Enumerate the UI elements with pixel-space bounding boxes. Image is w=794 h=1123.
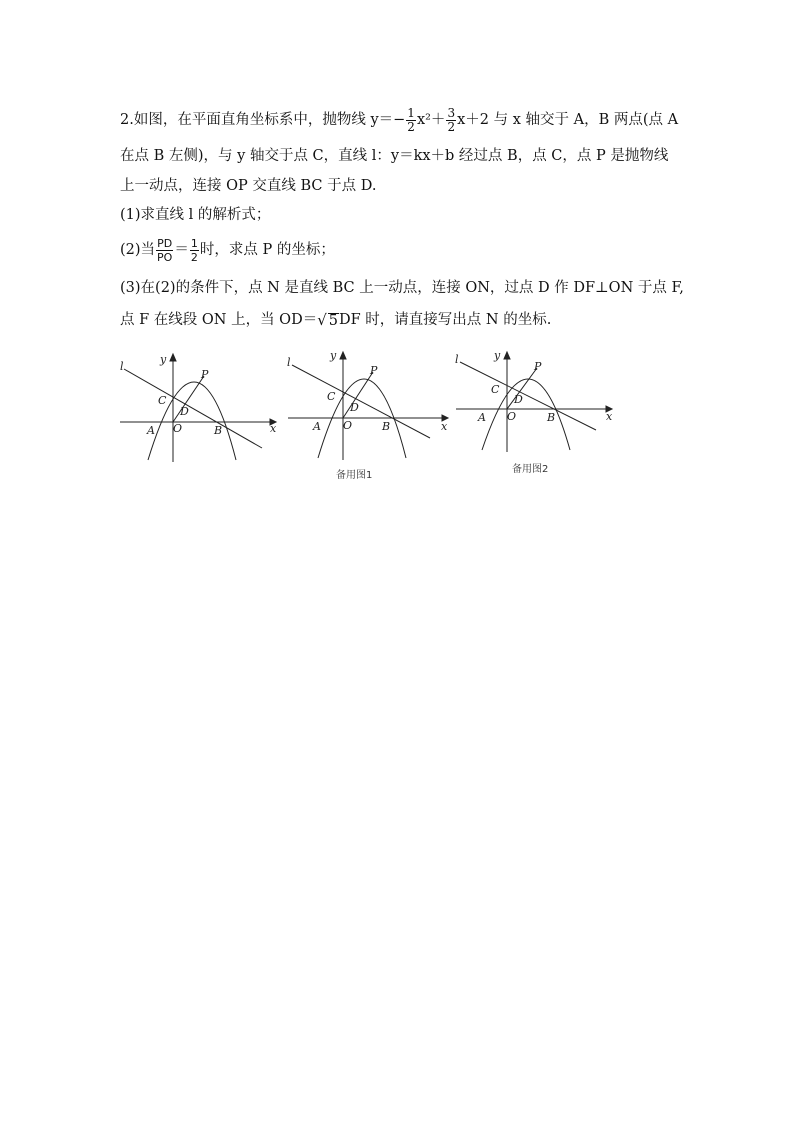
- q2-equals: ＝: [174, 242, 189, 258]
- label-o: O: [343, 419, 353, 432]
- figures-row: [118, 349, 618, 482]
- question-1: (1)求直线 l 的解析式；: [120, 207, 271, 223]
- caption-spare-1: 备用图1: [336, 470, 373, 481]
- y-axis-arrow: [170, 354, 176, 361]
- fraction-denominator: 2: [190, 250, 198, 264]
- problem-stem-line-2: 在点 B 左侧)，与 y 轴交于点 C，直线 l：y＝kx＋b 经过点 B，点 C，点 P 是抛物线: [120, 148, 669, 164]
- q2-suffix: 时，求点 P 的坐标；: [199, 242, 335, 258]
- question-3-line-2: [120, 306, 700, 334]
- caption-spare-2: 备用图2: [512, 464, 549, 475]
- fraction-denominator: 2: [447, 119, 456, 134]
- label-l: l: [455, 353, 459, 366]
- label-b: B: [214, 424, 223, 437]
- fraction-denominator: PO: [157, 250, 173, 264]
- label-b: B: [382, 420, 391, 433]
- label-d: D: [350, 401, 359, 414]
- q3-suffix: DF 时，请直接写出点 N 的坐标.: [339, 312, 552, 328]
- label-l: l: [287, 356, 291, 369]
- fraction-numerator: 1: [407, 105, 415, 120]
- label-a: A: [313, 420, 321, 433]
- label-c: C: [491, 383, 500, 396]
- fraction-one-half: [190, 237, 199, 264]
- fraction-one-half: [406, 107, 416, 134]
- figure-spare-1: [286, 349, 452, 482]
- stem-mid-1: x²＋: [416, 112, 446, 128]
- fraction-denominator: 2: [407, 119, 415, 134]
- label-d: D: [514, 393, 523, 406]
- label-c: C: [158, 394, 167, 407]
- fraction-pd-po: [156, 237, 173, 264]
- label-x: x: [441, 420, 448, 433]
- figure-spare-2: [454, 349, 618, 482]
- label-a: A: [147, 424, 155, 437]
- figure-main-svg: [118, 352, 278, 464]
- q2-prefix: (2)当: [120, 242, 156, 258]
- problem-stem-line-3: 上一动点，连接 OP 交直线 BC 于点 D.: [120, 178, 377, 194]
- label-p: P: [370, 364, 378, 377]
- label-d: D: [180, 405, 189, 418]
- label-o: O: [507, 410, 517, 423]
- label-p: P: [201, 368, 209, 381]
- label-l: l: [120, 360, 124, 373]
- question-2: [120, 230, 700, 270]
- label-x: x: [270, 422, 277, 435]
- figure-spare-1-svg: [286, 349, 452, 482]
- y-axis-arrow: [340, 352, 346, 359]
- fraction-numerator: 3: [447, 105, 456, 120]
- figure-main: [118, 352, 278, 464]
- radical-sign: √: [317, 311, 327, 329]
- label-a: A: [478, 411, 486, 424]
- stem-mid-2: x＋2 与 x 轴交于 A，B 两点(点 A: [457, 112, 679, 128]
- label-o: O: [173, 422, 183, 435]
- fraction-three-halves: [446, 107, 456, 134]
- fraction-numerator: PD: [157, 236, 173, 250]
- label-b: B: [547, 411, 556, 424]
- label-x: x: [606, 410, 613, 423]
- fraction-numerator: 1: [190, 236, 198, 250]
- label-y: y: [160, 353, 167, 366]
- figure-spare-2-svg: [454, 349, 618, 482]
- y-axis-arrow: [504, 352, 510, 359]
- q3-prefix: 点 F 在线段 ON 上，当 OD＝: [120, 312, 318, 328]
- question-3-line-1: (3)在(2)的条件下，点 N 是直线 BC 上一动点，连接 ON，过点 D 作 DF⊥ON 于点 F,: [120, 280, 684, 296]
- label-y: y: [494, 349, 501, 362]
- line-l: [124, 369, 262, 448]
- label-c: C: [327, 390, 336, 403]
- problem-stem-line-1: [120, 100, 700, 140]
- problem-2: [120, 100, 700, 334]
- radicand: 5: [328, 312, 338, 329]
- label-y: y: [330, 349, 337, 362]
- stem-prefix: 2.如图，在平面直角坐标系中，抛物线 y＝−: [120, 112, 406, 128]
- label-p: P: [534, 360, 542, 373]
